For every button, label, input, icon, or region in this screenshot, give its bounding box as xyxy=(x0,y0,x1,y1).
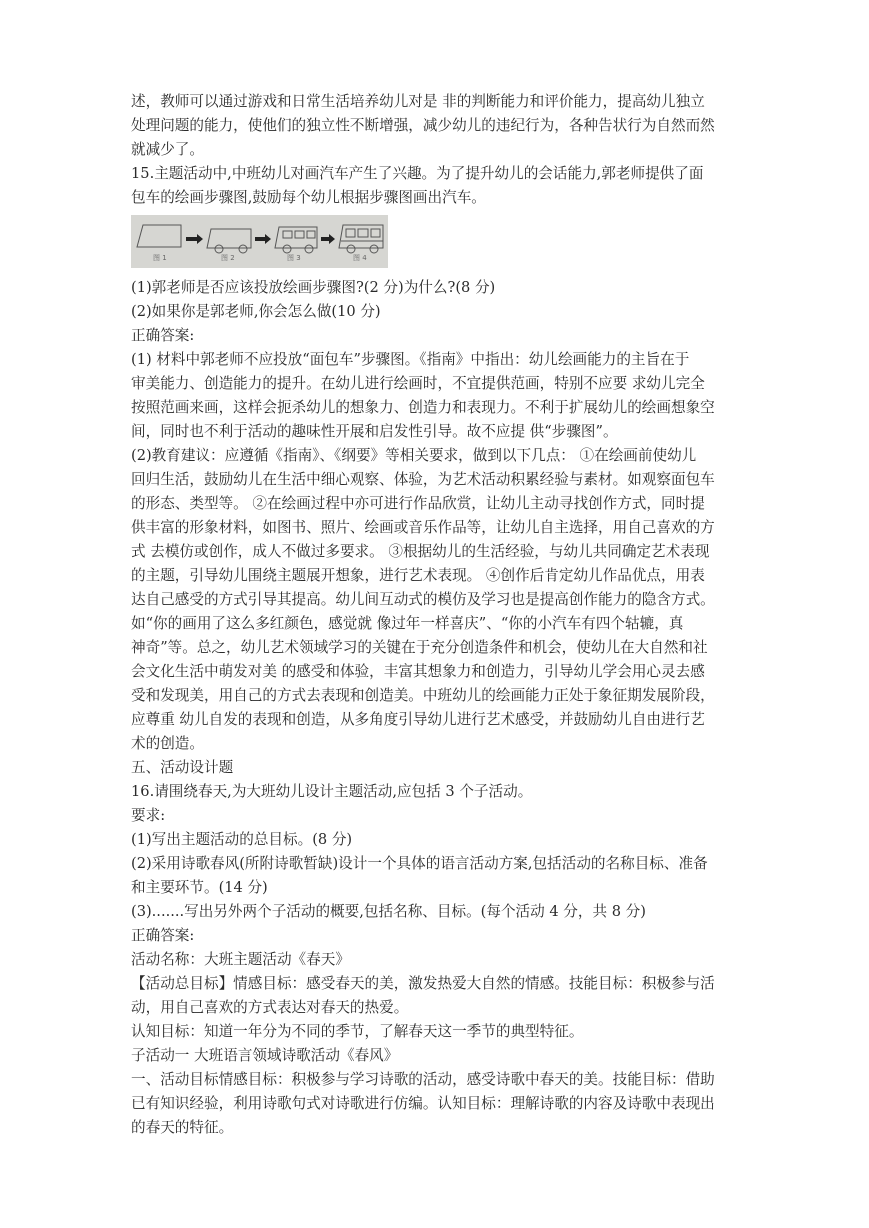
text-line: 已有知识经验，利用诗歌句式对诗歌进行仿编。认知目标：理解诗歌的内容及诗歌中表现出 xyxy=(131,1095,715,1112)
text-line: 一、活动目标情感目标：积极参与学习诗歌的活动，感受诗歌中春天的美。技能目标：借助 xyxy=(131,1071,715,1088)
text-line: 审美能力、创造能力的提升。在幼儿进行绘画时，不宜提供范画，特别不应要 求幼儿完全 xyxy=(131,375,705,392)
answer-label: 正确答案: xyxy=(131,327,195,344)
text-line: 式 去模仿或创作，成人不做过多要求。 ③根据幼儿的生活经验，与幼儿共同确定艺术表现 xyxy=(131,543,710,560)
text-line: 应尊重 幼儿自发的表现和创造，从多角度引导幼儿进行艺术感受，并鼓励幼儿自由进行艺 xyxy=(131,711,705,728)
text-line: 会文化生活中萌发对美 的感受和体验，丰富其想象力和创造力，引导幼儿学会用心灵去感 xyxy=(131,663,705,680)
figure-caption: 图 2 xyxy=(221,254,235,262)
van-steps-illustration xyxy=(131,215,388,268)
text-line: 的春天的特征。 xyxy=(131,1119,234,1136)
text-line: 按照范画来画，这样会扼杀幼儿的想象力、创造力和表现力。不利于扩展幼儿的绘画想象空 xyxy=(131,399,715,416)
text-line: 如“你的画用了这么多红颜色，感觉就 像过年一样喜庆”、“你的小汽车有四个轱辘，真 xyxy=(131,615,684,632)
question-15-cont: 包车的绘画步骤图,鼓励每个幼儿根据步骤图画出汽车。 xyxy=(131,189,486,206)
text-line: 述，教师可以通过游戏和日常生活培养幼儿对是 非的判断能力和评价能力，提高幼儿独立 xyxy=(131,93,705,110)
text-line: 间，同时也不利于活动的趣味性开展和启发性引导。故不应提 供“步骤图”。 xyxy=(131,423,618,440)
text-line: (1) 材料中郭老师不应投放“面包车”步骤图。《指南》中指出：幼儿绘画能力的主旨在于 xyxy=(131,351,690,368)
figure-caption: 图 4 xyxy=(353,254,367,262)
requirements-label: 要求: xyxy=(131,807,166,824)
figure-caption: 图 1 xyxy=(153,254,167,262)
text-line: 认知目标：知道一年分为不同的季节，了解春天这一季节的典型特征。 xyxy=(131,1023,584,1040)
figure-caption: 图 3 xyxy=(287,254,301,262)
text-line: 子活动一 大班语言领域诗歌活动《春风》 xyxy=(131,1047,399,1064)
requirement-1: (1)写出主题活动的总目标。(8 分) xyxy=(131,831,353,848)
requirement-2: (2)采用诗歌春风(所附诗歌暂缺)设计一个具体的语言活动方案,包括活动的名称目标、准备 xyxy=(131,855,708,872)
question-15-part2: (2)如果你是郭老师,你会怎么做(10 分) xyxy=(131,303,381,320)
text-line: 【活动总目标】情感目标：感受春天的美，激发热爱大自然的情感。技能目标：积极参与活 xyxy=(131,975,715,992)
text-line: 处理问题的能力，使他们的独立性不断增强，减少幼儿的违纪行为，各种告状行为自然而然 xyxy=(131,117,715,134)
text-line: 动，用自己喜欢的方式表达对春天的热爱。 xyxy=(131,999,409,1016)
requirement-3: (3).......写出另外两个子活动的概要,包括名称、目标。(每个活动 4 分，共 8 分) xyxy=(131,903,646,920)
section-heading: 五、活动设计题 xyxy=(131,759,234,776)
text-line: (2)教育建议：应遵循《指南》、《纲要》等相关要求，做到以下几点： ①在绘画前使幼儿 xyxy=(131,447,697,464)
text-line: 达自己感受的方式引导其提高。幼儿间互动式的模仿及学习也是提高创作能力的隐含方式。 xyxy=(131,591,715,608)
question-16: 16.请围绕春天,为大班幼儿设计主题活动,应包括 3 个子活动。 xyxy=(131,783,533,800)
text-line: 的形态、类型等。 ②在绘画过程中亦可进行作品欣赏，让幼儿主动寻找创作方式，同时提 xyxy=(131,495,705,512)
text-line: 神奇”等。总之，幼儿艺术领域学习的关键在于充分创造条件和机会，使幼儿在大自然和社 xyxy=(131,639,708,656)
requirement-2-cont: 和主要环节。(14 分) xyxy=(131,879,268,896)
answer-label: 正确答案: xyxy=(131,927,195,944)
text-line: 活动名称：大班主题活动《春天》 xyxy=(131,951,350,968)
question-15: 15.主题活动中,中班幼儿对画汽车产生了兴趣。为了提升幼儿的会话能力,郭老师提供了面 xyxy=(131,165,704,182)
text-line: 就减少了。 xyxy=(131,141,204,158)
drawing-steps-figure xyxy=(131,215,388,268)
question-15-part1: (1)郭老师是否应该投放绘画步骤图?(2 分)为什么?(8 分) xyxy=(131,279,496,296)
text-line: 受和发现美，用自己的方式去表现和创造美。中班幼儿的绘画能力正处于象征期发展阶段， xyxy=(131,687,715,704)
document-page xyxy=(131,90,743,1140)
text-line: 供丰富的形象材料，如图书、照片、绘画或音乐作品等，让幼儿自主选择，用自己喜欢的方 xyxy=(131,519,715,536)
text-line: 术的创造。 xyxy=(131,735,204,752)
text-line: 回归生活，鼓励幼儿在生活中细心观察、体验，为艺术活动积累经验与素材。如观察面包车 xyxy=(131,471,715,488)
text-line: 的主题，引导幼儿围绕主题展开想象，进行艺术表现。 ④创作后肯定幼儿作品优点，用表 xyxy=(131,567,705,584)
